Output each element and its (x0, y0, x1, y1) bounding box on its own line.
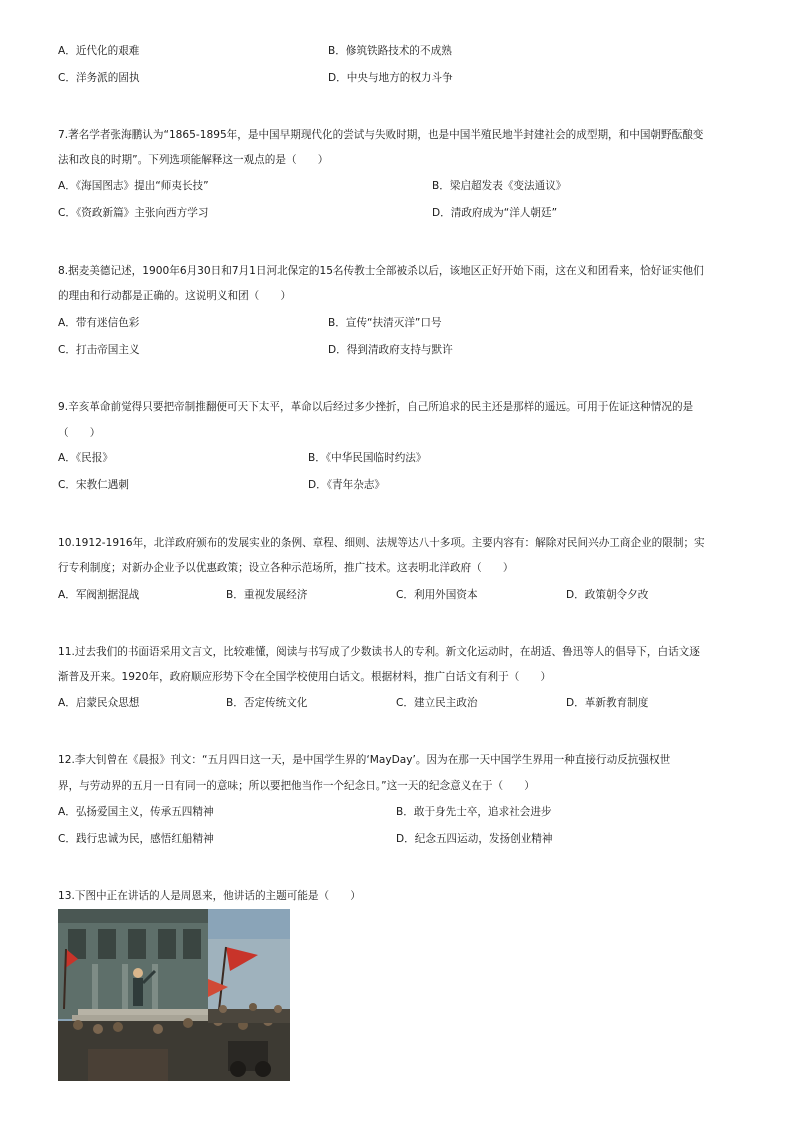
q11-option-b[interactable]: B．否定传统文化 (226, 697, 308, 709)
q9-stem-line-2: （ ） (58, 427, 101, 439)
q9-option-d[interactable]: D．《青年杂志》 (308, 479, 386, 491)
q10-stem-line-2: 行专利制度；对新办企业予以优惠政策；设立各种示范场所，推广技术。这表明北洋政府（ ） (58, 562, 514, 574)
q10-option-a[interactable]: A．军阀割据混战 (58, 589, 140, 601)
q8-option-d[interactable]: D．得到清政府支持与默许 (328, 344, 453, 356)
q11-option-a[interactable]: A．启蒙民众思想 (58, 697, 140, 709)
q12-option-a[interactable]: A．弘扬爱国主义，传承五四精神 (58, 806, 214, 818)
q10-option-b[interactable]: B．重视发展经济 (226, 589, 308, 601)
q8-stem-line-1: 8.据麦美德记述，1900年6月30日和7月1日河北保定的15名传教士全部被杀以后，该地区正好开始下雨，这在义和团看来，恰好证实他们 (58, 265, 704, 277)
q9-option-a[interactable]: A．《民报》 (58, 452, 113, 464)
q7-stem-line-2: 法和改良的时期”。下列选项能解释这一观点的是（ ） (58, 154, 329, 166)
speech-painting (58, 909, 290, 1081)
q6-option-b[interactable]: B．修筑铁路技术的不成熟 (328, 45, 452, 57)
q9-option-c[interactable]: C．宋教仁遇刺 (58, 479, 129, 491)
q12-stem-line-1: 12.李大钊曾在《晨报》刊文：“五月四日这一天，是中国学生界的‘MayDay’。因为在那一天中国学生界用一种直接行动反抗强权世 (58, 754, 671, 766)
q8-stem-line-2: 的理由和行动都是正确的。这说明义和团（ ） (58, 290, 292, 302)
q6-option-c[interactable]: C．洋务派的固执 (58, 72, 140, 84)
speaker-figure (133, 968, 143, 978)
q12-option-c[interactable]: C．践行忠诚为民，感悟红船精神 (58, 833, 214, 845)
q10-option-d[interactable]: D．政策朝令夕改 (566, 589, 649, 601)
q8-option-c[interactable]: C．打击帝国主义 (58, 344, 140, 356)
q11-stem-line-2: 渐普及开来。1920年，政府顺应形势下令在全国学校使用白话文。根据材料，推广白话文有利于（ ） (58, 671, 552, 683)
q12-stem-line-2: 界，与劳动界的五月一日有同一的意味；所以要把他当作一个纪念日。”这一天的纪念意义在于（ ） (58, 780, 535, 792)
q7-option-a[interactable]: A．《海国图志》提出“师夷长技” (58, 180, 209, 192)
q7-option-c[interactable]: C．《资政新篇》主张向西方学习 (58, 207, 209, 219)
q11-option-d[interactable]: D．革新教育制度 (566, 697, 649, 709)
q8-option-b[interactable]: B．宣传“扶清灭洋”口号 (328, 317, 442, 329)
q10-option-c[interactable]: C．利用外国资本 (396, 589, 478, 601)
q12-option-d[interactable]: D．纪念五四运动，发扬创业精神 (396, 833, 553, 845)
q9-stem-line-1: 9.辛亥革命前觉得只要把帝制推翻便可天下太平，革命以后经过多少挫折，自己所追求的民主还是那样的遥远。可用于佐证这种情况的是 (58, 401, 694, 413)
q7-option-d[interactable]: D．清政府成为“洋人朝廷” (432, 207, 558, 219)
q11-option-c[interactable]: C．建立民主政治 (396, 697, 478, 709)
q10-stem-line-1: 10.1912-1916年，北洋政府颁布的发展实业的条例、章程、细则、法规等达八十多项。主要内容有：解除对民间兴办工商企业的限制；实 (58, 537, 705, 549)
q11-stem-line-1: 11.过去我们的书面语采用文言文，比较难懂，阅读与书写成了少数读书人的专利。新文化运动时，在胡适、鲁迅等人的倡导下，白话文逐 (58, 646, 700, 658)
q13-stem: 13.下图中正在讲话的人是周恩来，他讲话的主题可能是（ ） (58, 890, 361, 902)
q6-option-d[interactable]: D．中央与地方的权力斗争 (328, 72, 453, 84)
q7-option-b[interactable]: B．梁启超发表《变法通议》 (432, 180, 567, 192)
q12-option-b[interactable]: B．敢于身先士卒，追求社会进步 (396, 806, 552, 818)
q7-stem-line-1: 7.著名学者张海鹏认为“1865-1895年，是中国早期现代化的尝试与失败时期，也是中国半殖民地半封建社会的成型期，和中国朝野酝酿变 (58, 129, 704, 141)
q8-option-a[interactable]: A．带有迷信色彩 (58, 317, 140, 329)
q6-option-a[interactable]: A．近代化的艰难 (58, 45, 140, 57)
q9-option-b[interactable]: B．《中华民国临时约法》 (308, 452, 427, 464)
